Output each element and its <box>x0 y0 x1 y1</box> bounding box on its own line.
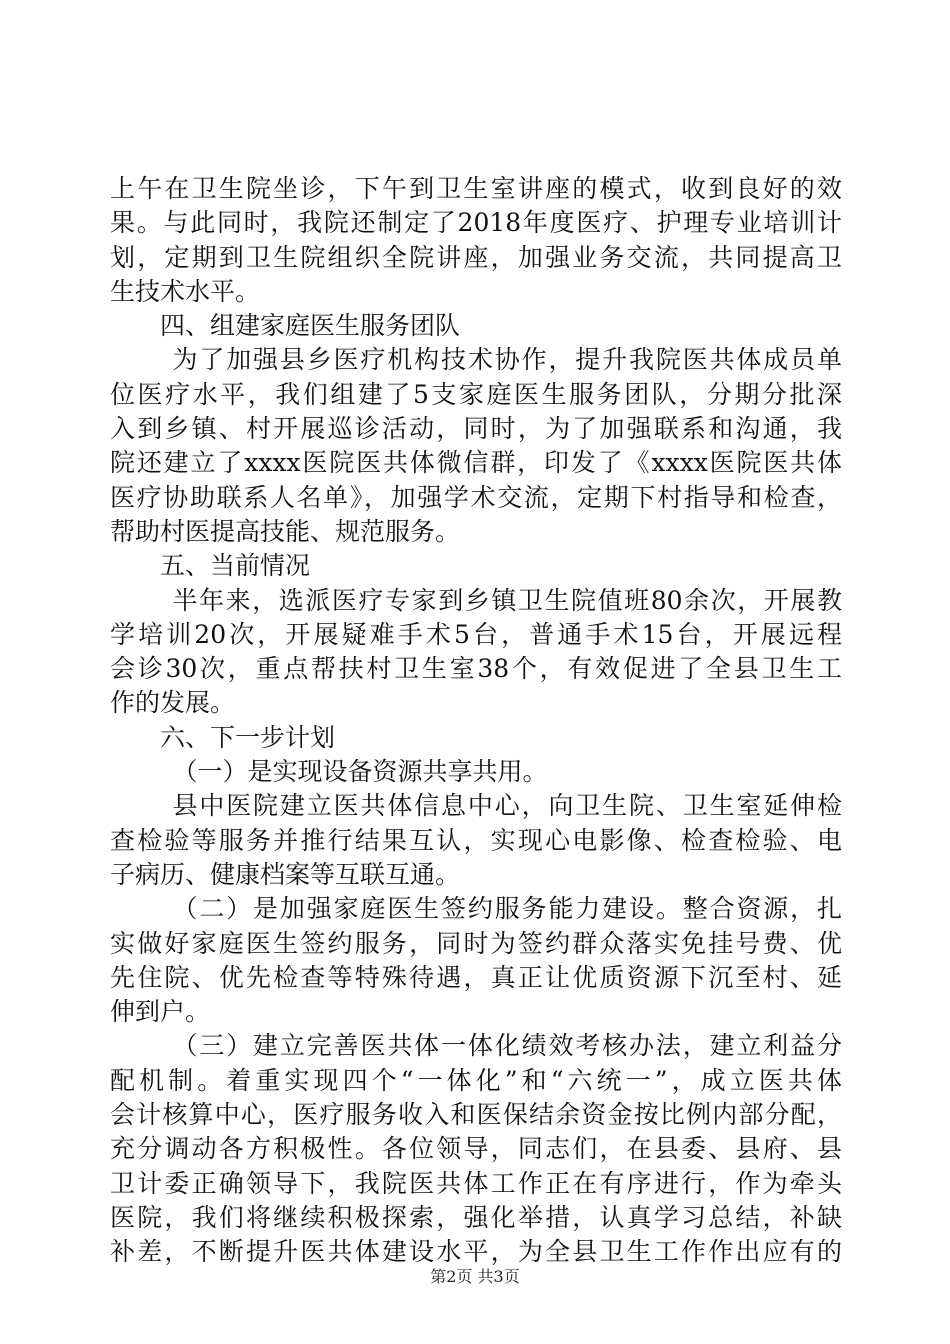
text-line: 先住院、优先检查等特殊待遇，真正让优质资源下沉至村、延 <box>110 962 842 992</box>
text-line: 县中医院建立医共体信息中心，向卫生院、卫生室延伸检 <box>172 791 842 821</box>
text-line: 作的发展。 <box>110 688 236 718</box>
text-line: （二）是加强家庭医生签约服务能力建设。整合资源，扎 <box>172 894 842 924</box>
text-line: 补差，不断提升医共体建设水平，为全县卫生工作作出应有的 <box>110 1237 842 1267</box>
text-line: 位医疗水平，我们组建了5支家庭医生服务团队，分期分批深 <box>110 379 842 409</box>
text-line: 帮助村医提高技能、规范服务。 <box>110 516 461 546</box>
text-line: （三）建立完善医共体一体化绩效考核办法，建立利益分 <box>172 1031 842 1061</box>
text-line: （一）是实现设备资源共享共用。 <box>172 757 548 787</box>
text-line: 果。与此同时，我院还制定了2018年度医疗、护理专业培训计 <box>110 208 842 238</box>
text-line: 生技术水平。 <box>110 276 261 306</box>
text-line: 充分调动各方积极性。各位领导，同志们，在县委、县府、县 <box>110 1134 842 1164</box>
text-line: 五、当前情况 <box>160 551 311 581</box>
text-line: 伸到户。 <box>110 997 211 1027</box>
text-line: 四、组建家庭医生服务团队 <box>160 311 461 341</box>
text-line: 半年来，选派医疗专家到乡镇卫生院值班80余次，开展教 <box>172 585 842 615</box>
text-line: 上午在卫生院坐诊，下午到卫生室讲座的模式，收到良好的效 <box>110 174 842 203</box>
text-line: 会诊30次，重点帮扶村卫生室38个，有效促进了全县卫生工 <box>110 654 842 684</box>
text-line: 配机制。着重实现四个“一体化”和“六统一”，成立医共体 <box>110 1065 842 1095</box>
text-line: 医疗协助联系人名单》，加强学术交流，定期下村指导和检查， <box>110 482 842 512</box>
text-line: 入到乡镇、村开展巡诊活动，同时，为了加强联系和沟通，我 <box>110 414 842 444</box>
text-line: 为了加强县乡医疗机构技术协作，提升我院医共体成员单 <box>172 345 842 375</box>
text-line: 划，定期到卫生院组织全院讲座，加强业务交流，共同提高卫 <box>110 242 842 272</box>
text-line: 会计核算中心，医疗服务收入和医保结余资金按比例内部分配， <box>110 1100 842 1130</box>
page-footer: 第2页 共3页 <box>430 1267 520 1286</box>
text-line: 子病历、健康档案等互联互通。 <box>110 859 461 889</box>
document-body <box>110 172 842 1270</box>
text-line: 医院，我们将继续积极探索，强化举措，认真学习总结，补缺 <box>110 1202 842 1232</box>
text-line: 院还建立了xxxx医院医共体微信群，印发了《xxxx医院医共体 <box>110 448 842 478</box>
text-line: 实做好家庭医生签约服务，同时为签约群众落实免挂号费、优 <box>110 928 842 958</box>
text-line: 卫计委正确领导下，我院医共体工作正在有序进行，作为牵头 <box>110 1168 842 1198</box>
text-line: 学培训20次，开展疑难手术5台，普通手术15台，开展远程 <box>110 619 842 649</box>
text-line: 查检验等服务并推行结果互认，实现心电影像、检查检验、电 <box>110 825 842 855</box>
text-line: 六、下一步计划 <box>160 722 336 752</box>
